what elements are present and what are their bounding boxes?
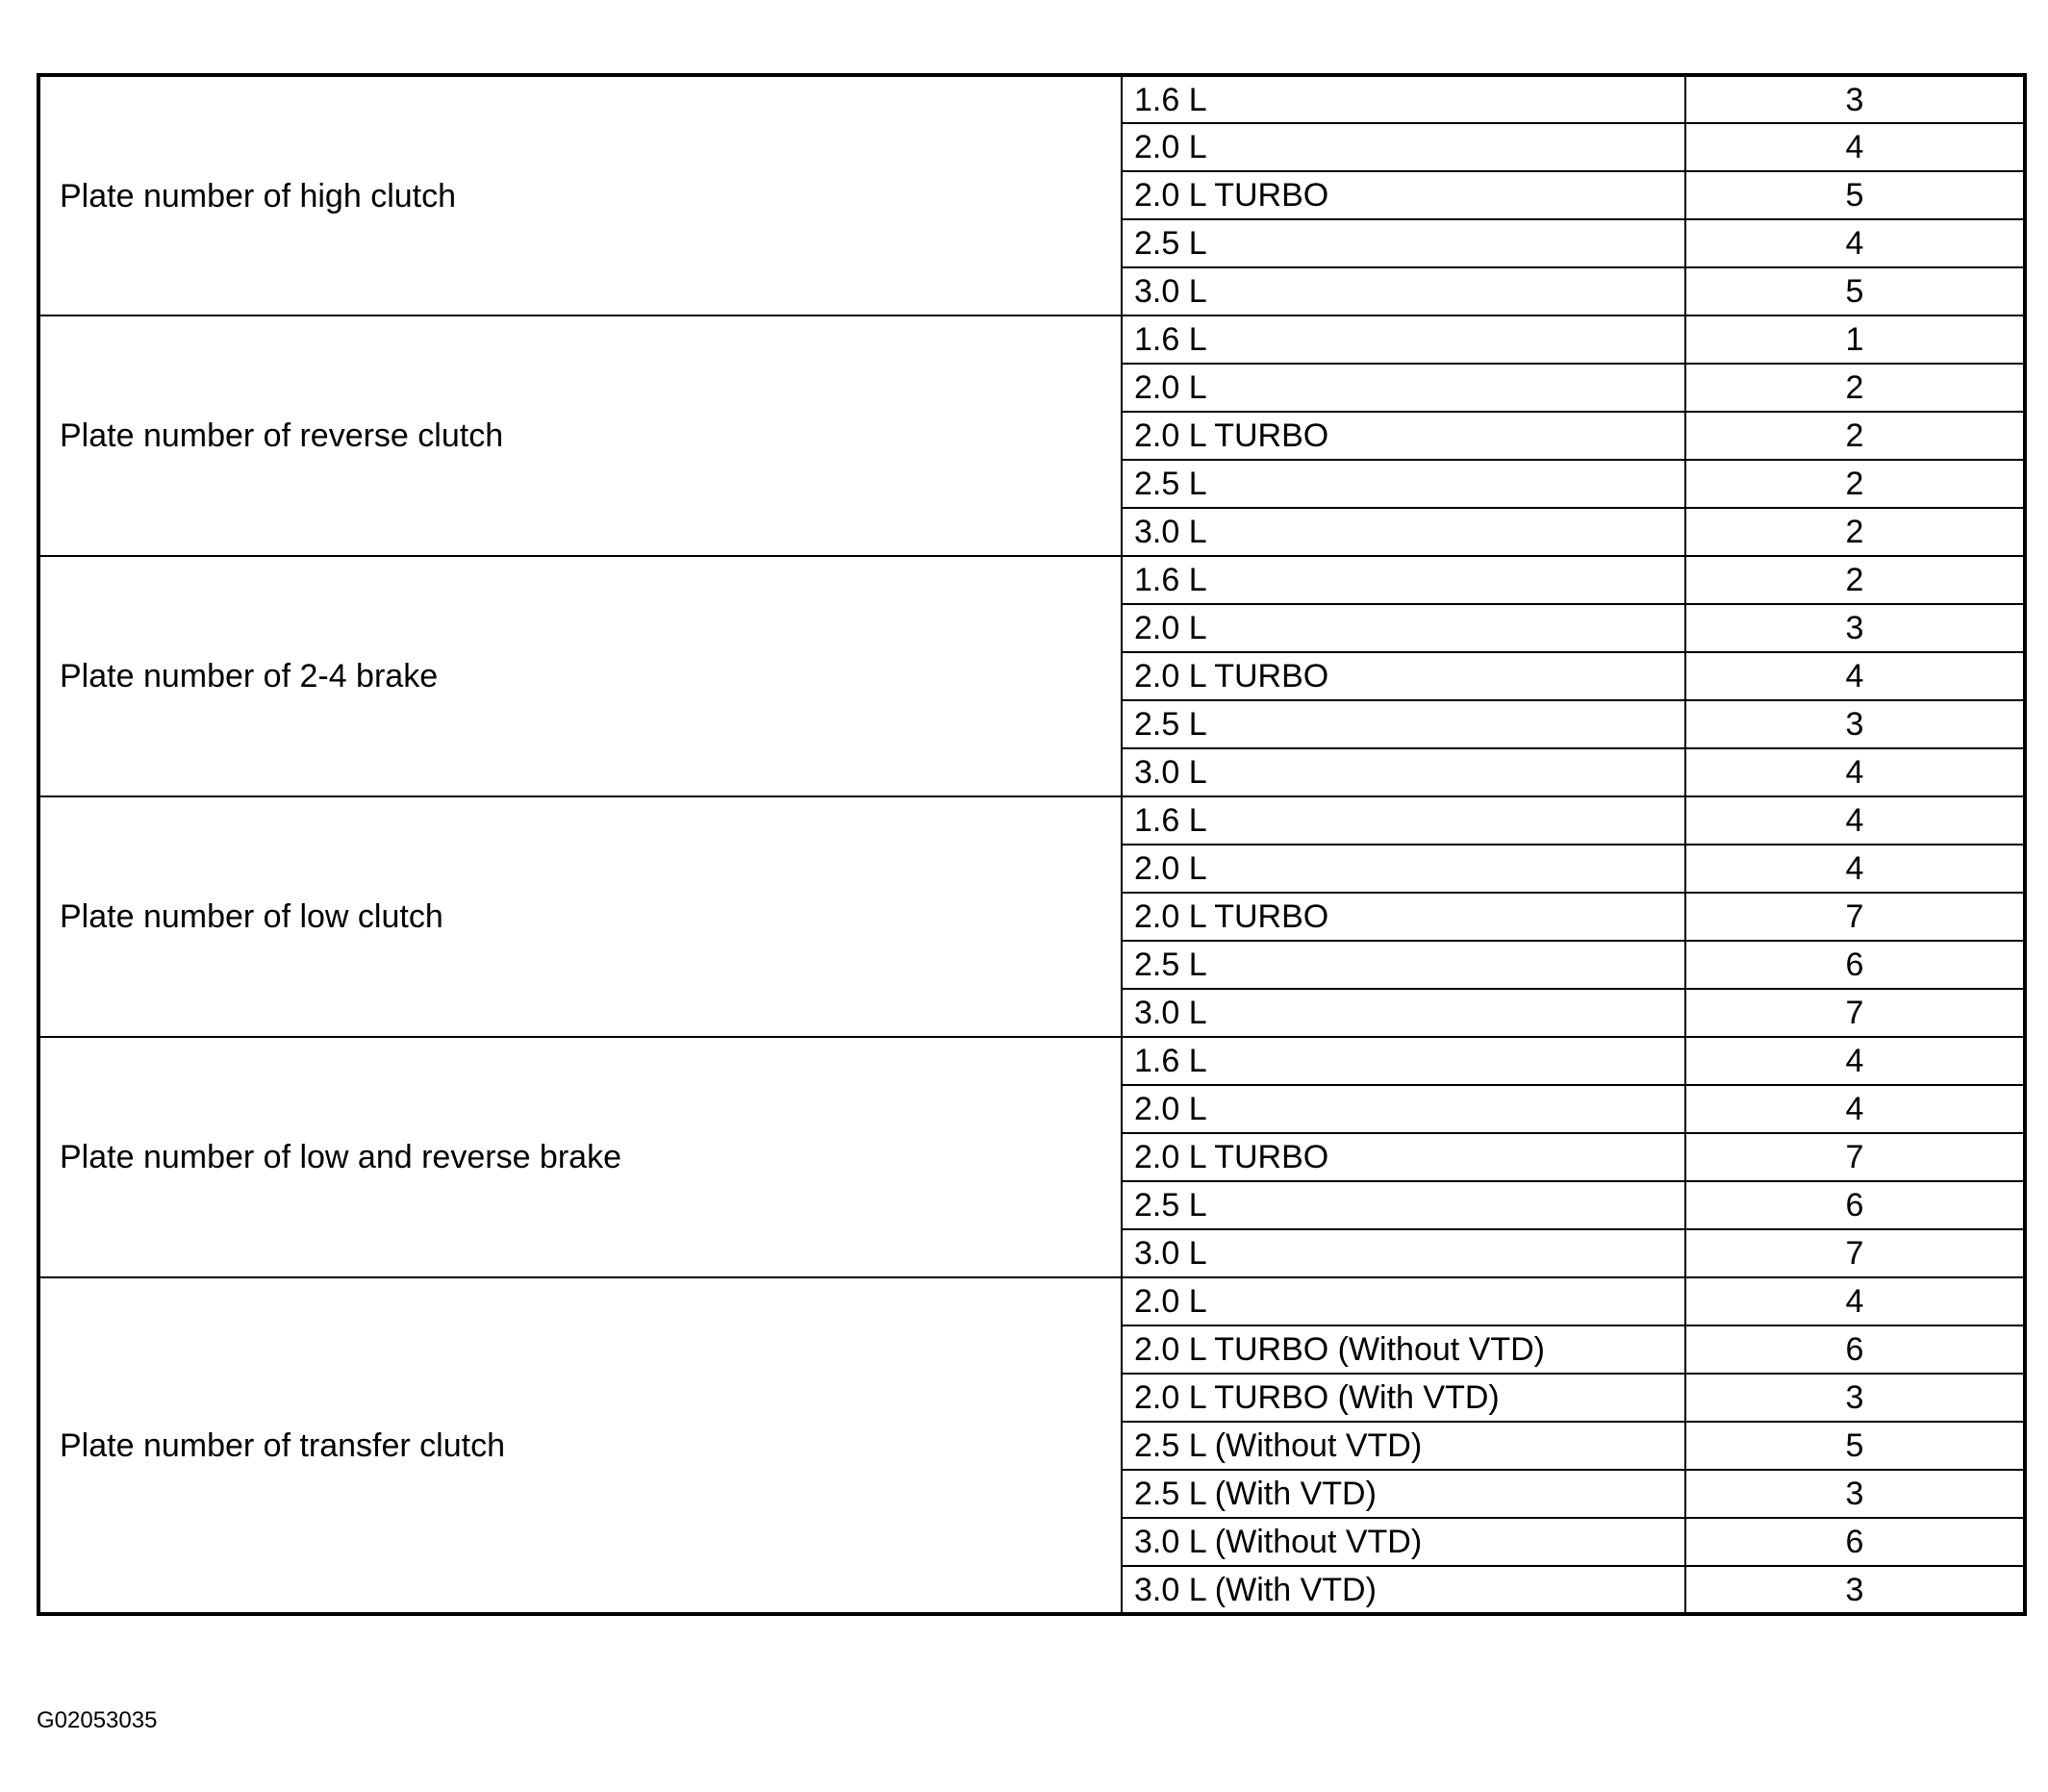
spec-table-body bbox=[38, 75, 2025, 1614]
table-row bbox=[38, 796, 2025, 845]
table-row bbox=[38, 1037, 2025, 1085]
value-cell: 5 bbox=[1685, 171, 2025, 219]
variant-cell: 3.0 L bbox=[1122, 1229, 1685, 1277]
value-cell: 4 bbox=[1685, 845, 2025, 893]
value-cell: 6 bbox=[1685, 1181, 2025, 1229]
variant-cell: 2.0 L bbox=[1122, 604, 1685, 652]
parameter-cell: Plate number of low and reverse brake bbox=[38, 1037, 1122, 1277]
variant-cell: 2.0 L bbox=[1122, 1277, 1685, 1325]
value-cell: 5 bbox=[1685, 1422, 2025, 1470]
value-cell: 5 bbox=[1685, 267, 2025, 315]
value-cell: 3 bbox=[1685, 1566, 2025, 1614]
parameter-cell: Plate number of high clutch bbox=[38, 75, 1122, 315]
variant-cell: 1.6 L bbox=[1122, 315, 1685, 364]
value-cell: 3 bbox=[1685, 1374, 2025, 1422]
value-cell: 2 bbox=[1685, 460, 2025, 508]
variant-cell: 2.0 L TURBO bbox=[1122, 412, 1685, 460]
variant-cell: 3.0 L bbox=[1122, 508, 1685, 556]
value-cell: 6 bbox=[1685, 941, 2025, 989]
variant-cell: 1.6 L bbox=[1122, 1037, 1685, 1085]
parameter-cell: Plate number of transfer clutch bbox=[38, 1277, 1122, 1614]
variant-cell: 2.0 L TURBO (Without VTD) bbox=[1122, 1325, 1685, 1374]
variant-cell: 2.0 L TURBO bbox=[1122, 171, 1685, 219]
value-cell: 2 bbox=[1685, 412, 2025, 460]
value-cell: 4 bbox=[1685, 1085, 2025, 1133]
value-cell: 7 bbox=[1685, 1133, 2025, 1181]
variant-cell: 3.0 L bbox=[1122, 989, 1685, 1037]
value-cell: 1 bbox=[1685, 315, 2025, 364]
value-cell: 4 bbox=[1685, 1277, 2025, 1325]
variant-cell: 2.5 L bbox=[1122, 460, 1685, 508]
variant-cell: 2.0 L bbox=[1122, 1085, 1685, 1133]
value-cell: 4 bbox=[1685, 219, 2025, 267]
variant-cell: 1.6 L bbox=[1122, 556, 1685, 604]
value-cell: 7 bbox=[1685, 989, 2025, 1037]
value-cell: 7 bbox=[1685, 1229, 2025, 1277]
value-cell: 4 bbox=[1685, 652, 2025, 700]
table-row bbox=[38, 1277, 2025, 1325]
value-cell: 3 bbox=[1685, 604, 2025, 652]
value-cell: 3 bbox=[1685, 75, 2025, 123]
value-cell: 4 bbox=[1685, 1037, 2025, 1085]
variant-cell: 3.0 L (Without VTD) bbox=[1122, 1518, 1685, 1566]
value-cell: 6 bbox=[1685, 1325, 2025, 1374]
value-cell: 4 bbox=[1685, 123, 2025, 171]
variant-cell: 2.5 L bbox=[1122, 700, 1685, 748]
spec-table bbox=[37, 73, 2027, 1616]
value-cell: 4 bbox=[1685, 748, 2025, 796]
variant-cell: 2.5 L bbox=[1122, 941, 1685, 989]
variant-cell: 3.0 L bbox=[1122, 748, 1685, 796]
table-row bbox=[38, 315, 2025, 364]
variant-cell: 2.5 L bbox=[1122, 1181, 1685, 1229]
variant-cell: 1.6 L bbox=[1122, 75, 1685, 123]
value-cell: 3 bbox=[1685, 700, 2025, 748]
variant-cell: 2.0 L TURBO (With VTD) bbox=[1122, 1374, 1685, 1422]
variant-cell: 2.5 L bbox=[1122, 219, 1685, 267]
parameter-cell: Plate number of 2-4 brake bbox=[38, 556, 1122, 796]
variant-cell: 2.0 L TURBO bbox=[1122, 893, 1685, 941]
variant-cell: 1.6 L bbox=[1122, 796, 1685, 845]
variant-cell: 2.5 L (With VTD) bbox=[1122, 1470, 1685, 1518]
value-cell: 3 bbox=[1685, 1470, 2025, 1518]
variant-cell: 3.0 L (With VTD) bbox=[1122, 1566, 1685, 1614]
variant-cell: 2.0 L bbox=[1122, 364, 1685, 412]
parameter-cell: Plate number of low clutch bbox=[38, 796, 1122, 1037]
table-row bbox=[38, 75, 2025, 123]
variant-cell: 2.0 L TURBO bbox=[1122, 1133, 1685, 1181]
figure-id: G02053035 bbox=[37, 1707, 158, 1733]
variant-cell: 2.0 L TURBO bbox=[1122, 652, 1685, 700]
variant-cell: 2.5 L (Without VTD) bbox=[1122, 1422, 1685, 1470]
value-cell: 2 bbox=[1685, 508, 2025, 556]
variant-cell: 2.0 L bbox=[1122, 123, 1685, 171]
value-cell: 6 bbox=[1685, 1518, 2025, 1566]
variant-cell: 2.0 L bbox=[1122, 845, 1685, 893]
parameter-cell: Plate number of reverse clutch bbox=[38, 315, 1122, 556]
value-cell: 7 bbox=[1685, 893, 2025, 941]
variant-cell: 3.0 L bbox=[1122, 267, 1685, 315]
table-row bbox=[38, 556, 2025, 604]
value-cell: 2 bbox=[1685, 364, 2025, 412]
value-cell: 2 bbox=[1685, 556, 2025, 604]
value-cell: 4 bbox=[1685, 796, 2025, 845]
